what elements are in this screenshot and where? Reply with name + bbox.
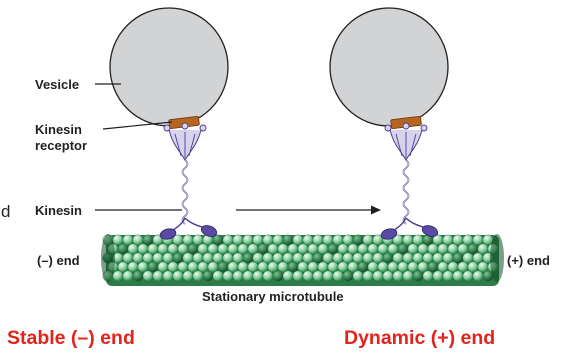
tubulin-subunit (243, 253, 253, 263)
tubulin-subunit (423, 253, 433, 263)
tubulin-subunit (298, 262, 308, 272)
tubulin-subunit (168, 262, 178, 272)
tubulin-subunit (383, 271, 393, 281)
plus-end-label: (+) end (507, 253, 550, 268)
tubulin-subunit (173, 253, 183, 263)
tubulin-subunit (208, 262, 218, 272)
tubulin-subunit (263, 253, 273, 263)
tubulin-subunit (463, 253, 473, 263)
tubulin-subunit (413, 235, 423, 245)
tubulin-subunit (313, 235, 323, 245)
tubulin-subunit (303, 235, 313, 245)
tubulin-subunit (358, 262, 368, 272)
tubulin-subunit (288, 244, 298, 254)
tubulin-subunit (123, 271, 133, 281)
kinesin-neck-linker (392, 218, 426, 232)
kinesin-stalk-highlight (183, 160, 188, 224)
tubulin-subunit (323, 271, 333, 281)
tubulin-subunit (328, 244, 338, 254)
tubulin-subunit (428, 262, 438, 272)
tubulin-subunit (378, 262, 388, 272)
tubulin-subunit (198, 244, 208, 254)
tubulin-subunit (163, 271, 173, 281)
tubulin-subunit (308, 262, 318, 272)
tubulin-subunit (118, 262, 128, 272)
tubulin-subunit (123, 235, 133, 245)
kinesin-receptor-label-line2: receptor (35, 138, 88, 153)
tubulin-subunit (463, 235, 473, 245)
tubulin-subunit (408, 244, 418, 254)
tubulin-subunit (223, 235, 233, 245)
tubulin-subunit (468, 244, 478, 254)
vesicle-right (330, 8, 448, 126)
tubulin-subunit (438, 244, 448, 254)
tubulin-subunit (273, 271, 283, 281)
tubulin-subunit (338, 262, 348, 272)
tubulin-subunit (123, 253, 133, 263)
tubulin-subunit (438, 262, 448, 272)
tubulin-subunit (193, 253, 203, 263)
kinesin-receptor-label-line1: Kinesin (35, 122, 82, 137)
tubulin-subunit (318, 244, 328, 254)
tubulin-subunit (343, 235, 353, 245)
tubulin-subunit (308, 244, 318, 254)
tubulin-subunit (393, 271, 403, 281)
kinesin-left (159, 123, 218, 241)
tubulin-subunit (148, 244, 158, 254)
tubulin-subunit (158, 262, 168, 272)
tubulin-subunit (478, 262, 488, 272)
tubulin-subunit (473, 271, 483, 281)
tubulin-subunit (278, 262, 288, 272)
tubulin-subunit (178, 244, 188, 254)
tubulin-subunit (208, 244, 218, 254)
tubulin-subunit (218, 262, 228, 272)
tubulin-subunit (168, 244, 178, 254)
tubulin-subunit (388, 244, 398, 254)
tubulin-subunit (253, 253, 263, 263)
vesicle-label: Vesicle (35, 77, 80, 92)
kinesin-neck-linker (171, 218, 205, 232)
tubulin-subunit (118, 244, 128, 254)
tubulin-subunit (213, 271, 223, 281)
tubulin-subunit (348, 262, 358, 272)
kinesin-tail-bead (385, 125, 391, 131)
tubulin-subunit (473, 253, 483, 263)
stable-end-caption: Stable (–) end (7, 327, 135, 349)
tubulin-subunit (143, 271, 153, 281)
tubulin-subunit (293, 235, 303, 245)
kinesin-label: Kinesin (35, 203, 82, 218)
tubulin-subunit (233, 235, 243, 245)
tubulin-subunit (153, 271, 163, 281)
tubulin-subunit (263, 271, 273, 281)
tubulin-subunit (133, 235, 143, 245)
tubulin-subunit (398, 244, 408, 254)
tubulin-subunit (478, 244, 488, 254)
tubulin-subunit (463, 271, 473, 281)
tubulin-subunit (138, 244, 148, 254)
tubulin-subunit (418, 244, 428, 254)
tubulin-subunit (433, 253, 443, 263)
tubulin-subunit (138, 262, 148, 272)
tubulin-subunit (453, 253, 463, 263)
tubulin-subunit (453, 235, 463, 245)
tubulin-subunit (143, 235, 153, 245)
tubulin-subunit (243, 271, 253, 281)
tubulin-subunit (458, 262, 468, 272)
tubulin-subunit (328, 262, 338, 272)
tubulin-subunit (283, 271, 293, 281)
tubulin-subunit (258, 244, 268, 254)
tubulin-subunit (248, 244, 258, 254)
tubulin-subunit (133, 253, 143, 263)
tubulin-subunit (273, 253, 283, 263)
tubulin-subunit (163, 253, 173, 263)
tubulin-subunit (473, 235, 483, 245)
microtubule-plus-cap (490, 234, 504, 282)
tubulin-subunit (443, 253, 453, 263)
movement-arrow (236, 206, 381, 215)
tubulin-subunit (223, 271, 233, 281)
tubulin-subunit (468, 262, 478, 272)
kinesin-tail-bead (403, 123, 409, 129)
tubulin-subunit (368, 244, 378, 254)
tubulin-subunit (403, 271, 413, 281)
tubulin-subunit (183, 253, 193, 263)
microtubule (101, 234, 504, 286)
tubulin-subunit (233, 253, 243, 263)
tubulin-subunit (398, 262, 408, 272)
tubulin-subunit (218, 244, 228, 254)
tubulin-subunit (363, 271, 373, 281)
tubulin-subunit (253, 271, 263, 281)
tubulin-subunit (273, 235, 283, 245)
tubulin-subunit (233, 271, 243, 281)
tubulin-subunit (318, 262, 328, 272)
tubulin-subunit (433, 271, 443, 281)
tubulin-subunit (443, 235, 453, 245)
tubulin-subunit (458, 244, 468, 254)
tubulin-subunit (358, 244, 368, 254)
tubulin-subunit (203, 271, 213, 281)
tubulin-subunit (268, 244, 278, 254)
tubulin-subunit (373, 271, 383, 281)
tubulin-subunit (333, 235, 343, 245)
tubulin-subunit (213, 235, 223, 245)
tubulin-subunit (393, 253, 403, 263)
clipped-text-fragment: d (1, 202, 11, 221)
tubulin-subunit (183, 271, 193, 281)
tubulin-subunit (173, 271, 183, 281)
tubulin-subunit (303, 271, 313, 281)
tubulin-subunit (423, 271, 433, 281)
tubulin-subunit (343, 253, 353, 263)
tubulin-subunit (143, 253, 153, 263)
kinesin-tail-bead (164, 125, 170, 131)
tubulin-subunit (238, 244, 248, 254)
tubulin-subunit (303, 253, 313, 263)
kinesin-stalk-highlight (404, 160, 409, 224)
dynamic-end-caption: Dynamic (+) end (344, 327, 496, 349)
tubulin-subunit (333, 253, 343, 263)
tubulin-subunit (188, 244, 198, 254)
tubulin-subunit (263, 235, 273, 245)
tubulin-subunit (113, 235, 123, 245)
tubulin-subunit (413, 271, 423, 281)
tubulin-subunit (288, 262, 298, 272)
tubulin-subunit (113, 271, 123, 281)
tubulin-subunit (323, 235, 333, 245)
tubulin-subunit (323, 253, 333, 263)
tubulin-subunit (228, 244, 238, 254)
tubulin-subunit (228, 262, 238, 272)
tubulin-subunit (128, 262, 138, 272)
tubulin-subunit (403, 235, 413, 245)
tubulin-subunit (193, 271, 203, 281)
tubulin-subunit (183, 235, 193, 245)
tubulin-subunit (313, 253, 323, 263)
tubulin-subunit (198, 262, 208, 272)
tubulin-subunit (148, 262, 158, 272)
microtubule-minus-cap (101, 234, 115, 282)
tubulin-subunit (388, 262, 398, 272)
tubulin-subunit (313, 271, 323, 281)
tubulin-subunit (153, 253, 163, 263)
tubulin-subunit (363, 235, 373, 245)
tubulin-subunit (158, 244, 168, 254)
tubulin-subunit (403, 253, 413, 263)
tubulin-subunit (253, 235, 263, 245)
tubulin-subunit (448, 262, 458, 272)
tubulin-subunit (353, 235, 363, 245)
tubulin-subunit (278, 244, 288, 254)
tubulin-subunit (348, 244, 358, 254)
tubulin-subunit (293, 271, 303, 281)
kinesin-tail-bead (200, 125, 206, 131)
tubulin-subunit (373, 253, 383, 263)
tubulin-subunit (368, 262, 378, 272)
tubulin-subunit (418, 262, 428, 272)
tubulin-subunit (378, 244, 388, 254)
tubulin-subunit (258, 262, 268, 272)
minus-end-label: (–) end (37, 253, 80, 268)
tubulin-subunit (408, 262, 418, 272)
tubulin-subunit (283, 235, 293, 245)
tubulin-subunit (448, 244, 458, 254)
kinesin-tail-bead (182, 123, 188, 129)
tubulin-subunit (128, 244, 138, 254)
tubulin-subunit (178, 262, 188, 272)
tubulin-subunit (243, 235, 253, 245)
tubulin-subunit (203, 253, 213, 263)
tubulin-subunit (293, 253, 303, 263)
tubulin-subunit (133, 271, 143, 281)
tubulin-subunit (443, 271, 453, 281)
tubulin-subunit (338, 244, 348, 254)
tubulin-subunit (248, 262, 258, 272)
tubulin-subunit (298, 244, 308, 254)
microtubule-label: Stationary microtubule (202, 289, 344, 304)
tubulin-subunit (223, 253, 233, 263)
tubulin-subunit (268, 262, 278, 272)
tubulin-subunit (413, 253, 423, 263)
tubulin-subunit (188, 262, 198, 272)
tubulin-subunit (353, 253, 363, 263)
tubulin-subunit (333, 271, 343, 281)
tubulin-subunit (428, 244, 438, 254)
kinesin-tail-bead (421, 125, 427, 131)
vesicle-left (110, 8, 228, 126)
tubulin-subunit (238, 262, 248, 272)
tubulin-subunit (193, 235, 203, 245)
tubulin-subunit (283, 253, 293, 263)
tubulin-subunit (343, 271, 353, 281)
tubulin-subunit (213, 253, 223, 263)
tubulin-subunit (363, 253, 373, 263)
tubulin-subunit (453, 271, 463, 281)
tubulin-subunit (353, 271, 363, 281)
kinesin-right (380, 123, 439, 241)
tubulin-subunit (383, 253, 393, 263)
